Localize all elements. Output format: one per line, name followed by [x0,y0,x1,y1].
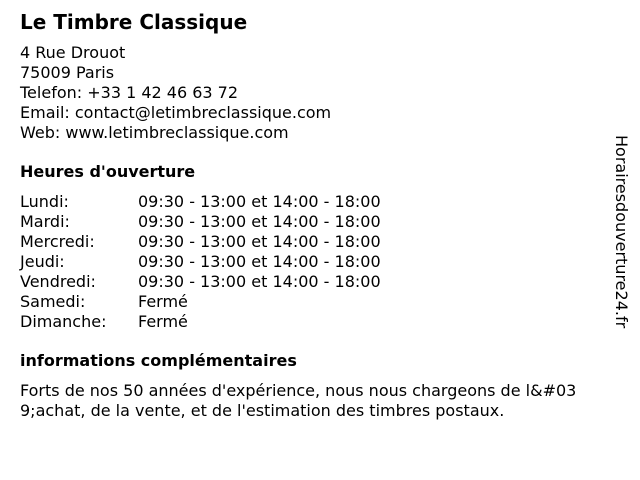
day-label: Dimanche: [20,312,107,331]
day-label: Jeudi: [20,252,65,271]
address-street: 4 Rue Drouot [20,43,126,62]
watermark: Horairesdouverture24.fr [612,135,631,329]
hours-row-friday [20,272,610,292]
hours-heading: Heures d'ouverture [20,162,196,181]
day-hours: Fermé [138,312,188,331]
hours-row-monday [20,192,610,212]
day-label: Vendredi: [20,272,96,291]
day-label: Samedi: [20,292,86,311]
day-hours: 09:30 - 13:00 et 14:00 - 18:00 [138,232,381,251]
hours-row-thursday [20,252,610,272]
day-hours: Fermé [138,292,188,311]
phone-number: Telefon: +33 1 42 46 63 72 [20,83,239,102]
website: Web: www.letimbreclassique.com [20,123,289,142]
hours-row-tuesday [20,212,610,232]
hours-list [20,192,610,332]
day-hours: 09:30 - 13:00 et 14:00 - 18:00 [138,272,381,291]
day-label: Lundi: [20,192,69,211]
hours-row-saturday [20,292,610,312]
day-label: Mardi: [20,212,70,231]
address-city: 75009 Paris [20,63,115,82]
info-text: Forts de nos 50 années d'expérience, nous nous chargeons de l&#039;achat, de la vente, et de l'estimation des timbres postaux. [20,381,577,420]
hours-row-sunday [20,312,610,332]
day-hours: 09:30 - 13:00 et 14:00 - 18:00 [138,252,381,271]
hours-row-wednesday [20,232,610,252]
email-address: Email: contact@letimbreclassique.com [20,103,332,122]
business-name: Le Timbre Classique [20,10,248,34]
day-hours: 09:30 - 13:00 et 14:00 - 18:00 [138,192,381,211]
day-label: Mercredi: [20,232,95,251]
day-hours: 09:30 - 13:00 et 14:00 - 18:00 [138,212,381,231]
contact-block [20,43,610,143]
business-card [20,10,610,421]
info-heading: informations complémentaires [20,351,297,370]
